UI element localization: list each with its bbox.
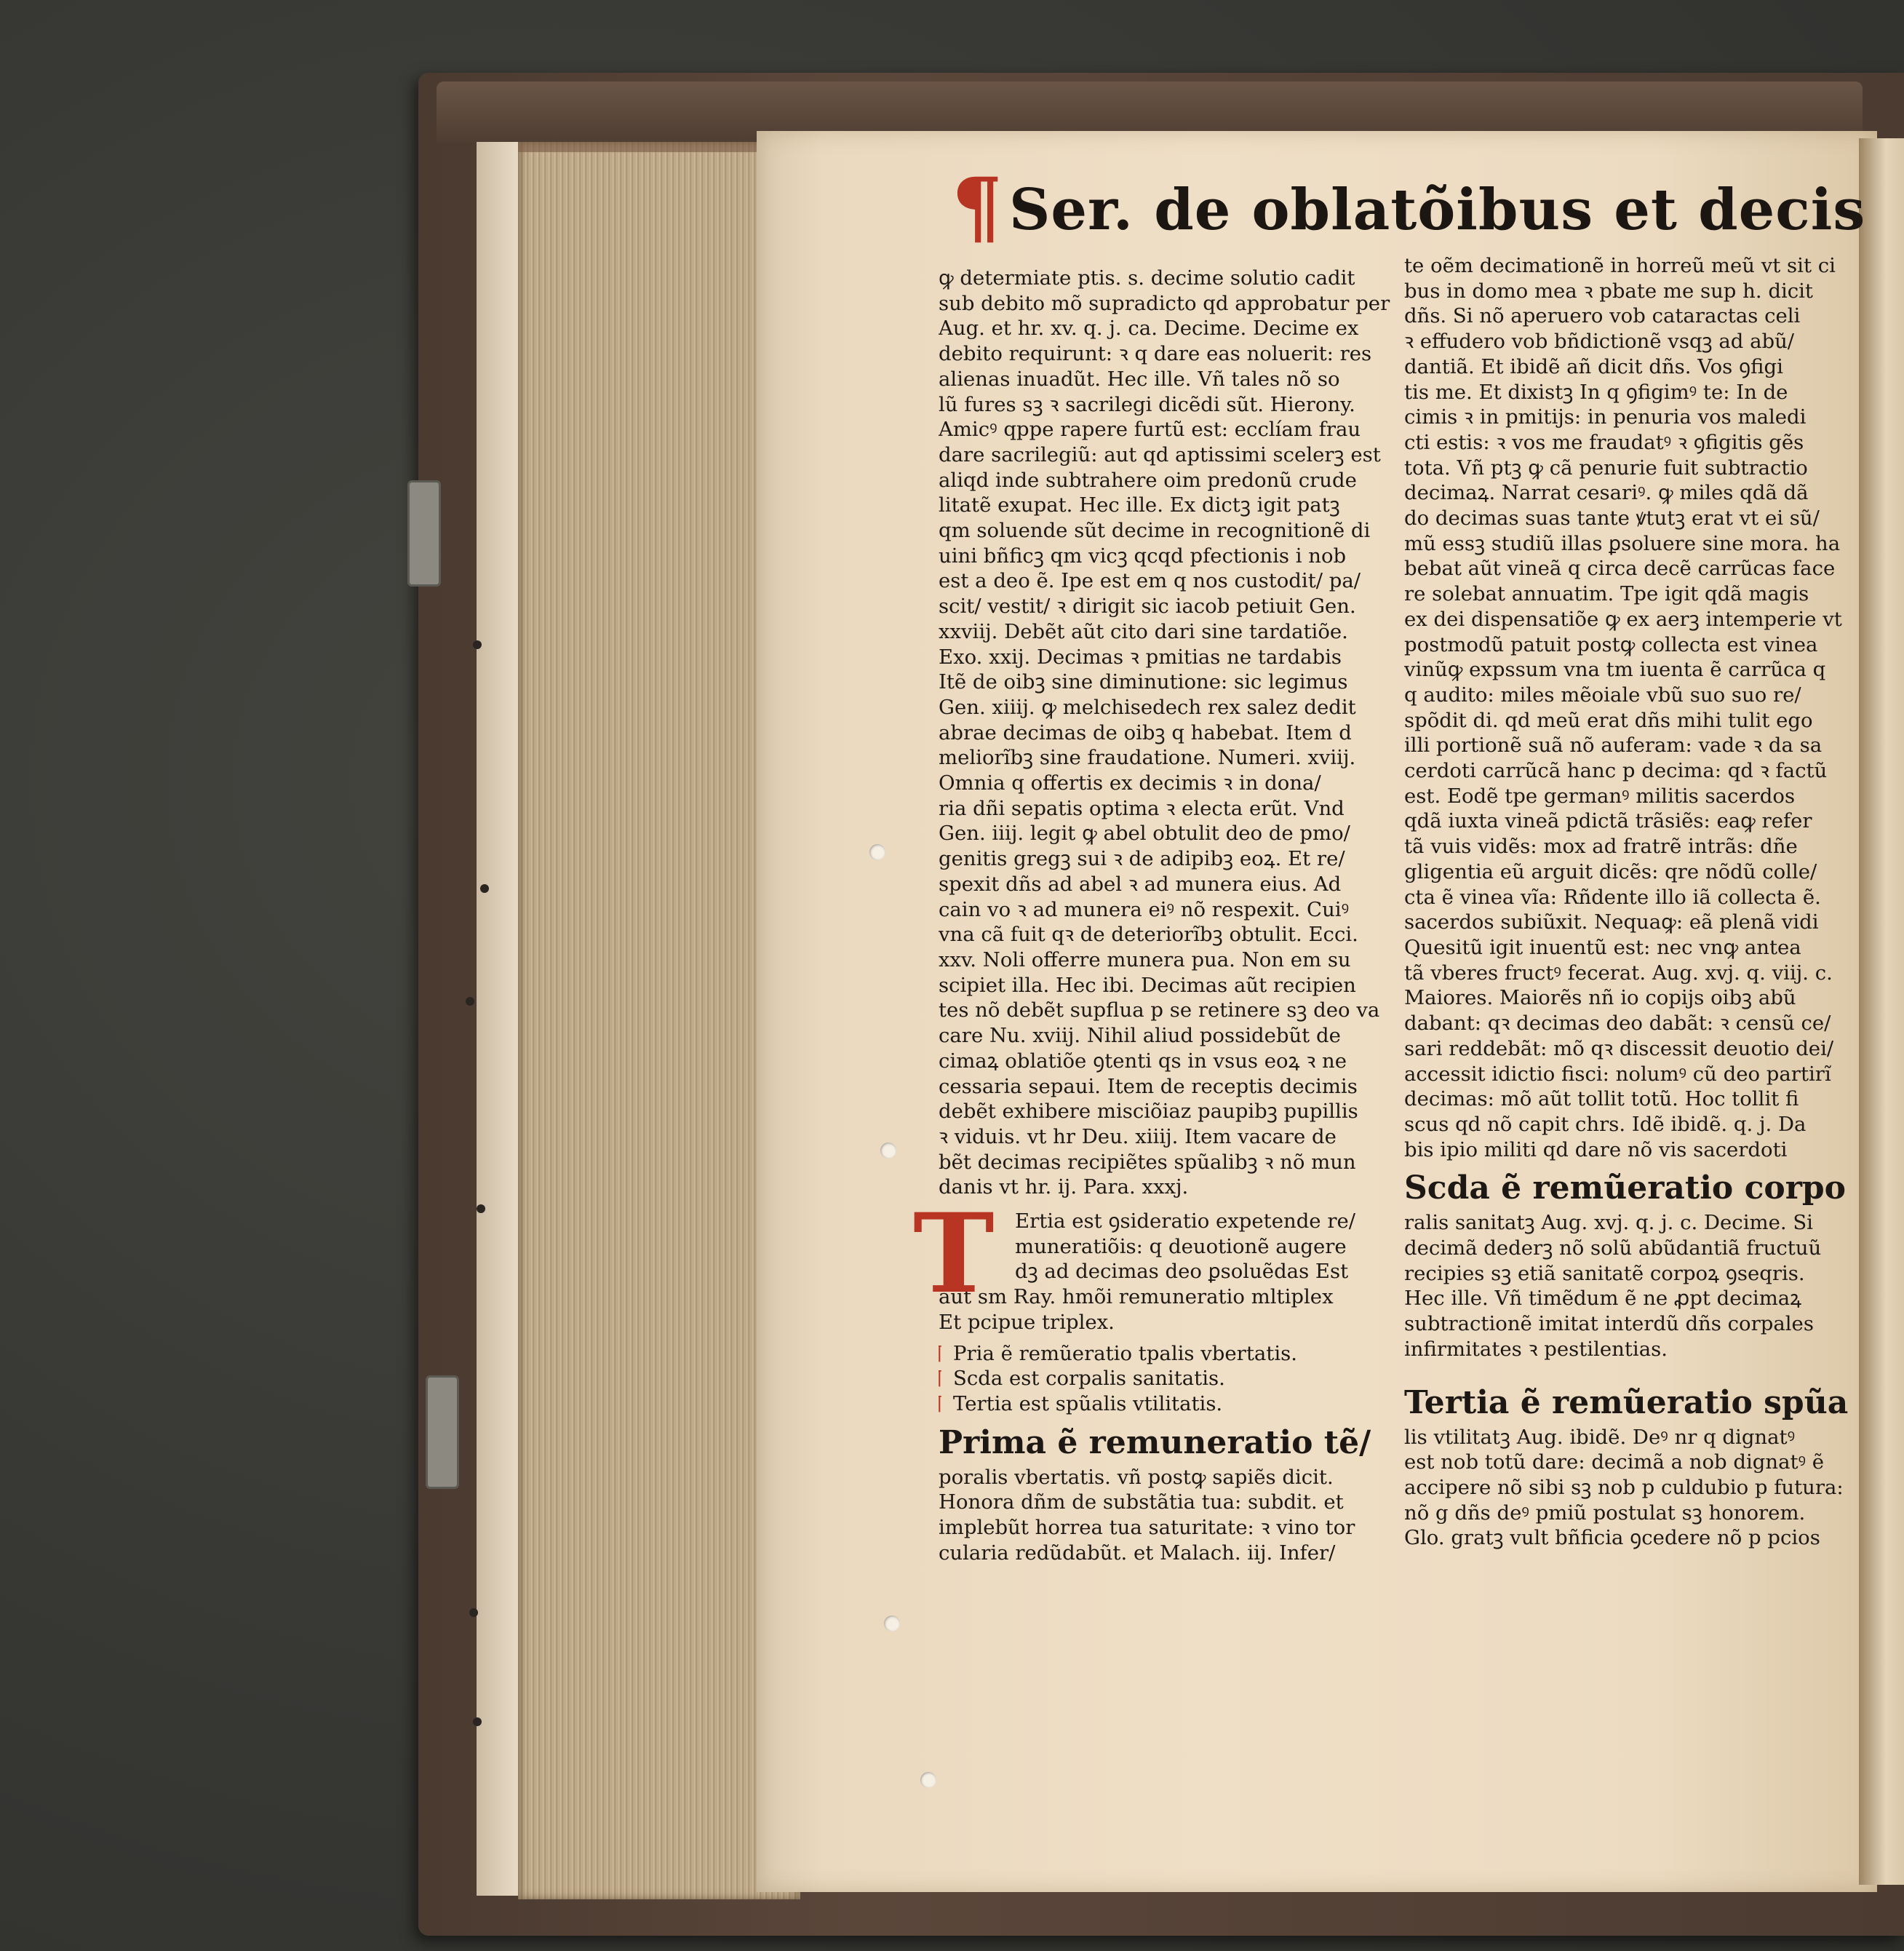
text-line: accessit idictio fisci: nolumꝰ cũ deo partirĩ: [1404, 1062, 1831, 1086]
page-hole: [920, 1772, 936, 1788]
text-line: bis ipio militi qd dare nõ vis sacerdoti: [1404, 1137, 1788, 1161]
text-line: vna cã fuit qꝛ de deteriorĩbꝫ obtulit. Ecci.: [939, 923, 1358, 947]
text-line: cta ẽ vinea vĩa: Rñdente illo iã collecta ẽ.: [1404, 885, 1821, 909]
text-line: dꝫ ad decimas deo ꝑsoluẽdas Est: [1015, 1260, 1349, 1284]
list-item: ¶ Pria ẽ remũeratio tpalis vbertatis.: [939, 1341, 1426, 1367]
text-line: danis vt hr. ij. Para. xxxj.: [939, 1175, 1189, 1199]
running-head-text: Ser. de oblatõibus et decis: [1009, 177, 1866, 243]
text-line: cessaria sepaui. Item de receptis decimis: [939, 1074, 1358, 1098]
worm-hole: [473, 1717, 482, 1726]
drop-capital-t: T: [913, 1190, 995, 1319]
text-line: litatẽ exupat. Hec ille. Ex dictꝫ igit patꝫ: [939, 493, 1340, 517]
text-line: cerdoti carrũcã hanc p decima: qd ꝛ factũ: [1404, 759, 1828, 783]
text-line: tota. Vñ ptꝫ ꝙ cã penurie fuit subtractio: [1404, 456, 1808, 480]
text-line: cimis ꝛ in pmitijs: in penuria vos maledi: [1404, 405, 1807, 429]
text-line: est. Eodẽ tpe germanꝰ militis sacerdos: [1404, 784, 1796, 808]
text-line: Ertia est ꝯsideratio expetende re/: [1015, 1209, 1355, 1233]
paragraph-secunda-remuneratio: [1404, 1210, 1870, 1362]
list-item: ¶ Scda est corpalis sanitatis.: [939, 1366, 1426, 1391]
text-line: vinũꝙ expssum vna tm iuenta ẽ carrũca q: [1404, 658, 1826, 682]
text-line: ꝙ determiate ptis. s. decime solutio cadit: [939, 266, 1355, 290]
text-column-right: [1404, 253, 1870, 1551]
text-column-left: [913, 266, 1426, 1565]
text-line: aũt sm Ray. hmõi remuneratio mltiplex: [939, 1285, 1334, 1309]
text-line: infirmitates ꝛ pestilentias.: [1404, 1337, 1668, 1361]
text-line: decimas: mõ aũt tollit totũ. Hoc tollit fi: [1404, 1087, 1799, 1111]
text-line: bus in domo mea ꝛ pbate me sup h. dicit: [1404, 279, 1813, 303]
text-line: cain vo ꝛ ad munera eiꝰ nõ respexit. Cuiꝰ: [939, 897, 1350, 921]
text-line: tã vberes fructꝰ fecerat. Aug. xvj. q. viij. c.: [1404, 961, 1833, 985]
text-line: abrae decimas de oibꝫ q habebat. Item d: [939, 720, 1352, 744]
text-line: gligentia eũ arguit dicẽs: qre nõdũ colle/: [1404, 859, 1817, 883]
running-head: [952, 160, 1866, 254]
text-line: uini bñficꝫ qm vicꝫ qcqd pfectionis i nob: [939, 544, 1347, 568]
text-line: te oẽm decimationẽ in horreũ meũ vt sit ci: [1404, 254, 1836, 277]
text-line: Quesitũ igit inuentũ est: nec vnꝙ antea: [1404, 935, 1801, 959]
section-heading: Prima ẽ remuneratio tẽ/: [939, 1423, 1371, 1461]
worm-hole: [469, 1608, 478, 1617]
worm-hole: [473, 640, 482, 649]
section-heading: Scda ẽ remũeratio corpo: [1404, 1169, 1847, 1207]
text-line: scipiet illa. Hec ibi. Decimas aũt recipien: [939, 973, 1356, 997]
text-line: cularia redũdabũt. et Malach. iij. Infer/: [939, 1541, 1336, 1565]
text-line: Gen. xiiij. ꝙ melchisedech rex salez dedit: [939, 695, 1356, 719]
text-line: Itẽ de oibꝫ sine diminutione: sic legimus: [939, 670, 1348, 694]
text-line: Honora dñm de substãtia tua: subdit. et: [939, 1490, 1344, 1514]
text-line: meliorĩbꝫ sine fraudatione. Numeri. xviij.: [939, 746, 1356, 770]
text-line: est a deo ẽ. Ipe est em q nos custodit/ pa/: [939, 569, 1361, 593]
clasp-lower: [426, 1375, 459, 1489]
page-hole: [869, 844, 885, 860]
list-item: ¶ Tertia est spũalis vtilitatis.: [939, 1391, 1426, 1417]
text-line: ria dñi sepatis optima ꝛ electa erũt. Vnd: [939, 796, 1345, 820]
text-line: Exo. xxij. Decimas ꝛ pmitias ne tardabis: [939, 645, 1342, 669]
text-line: est nob totũ dare: decimã a nob dignatꝰ ẽ: [1404, 1450, 1825, 1474]
text-line: cimaꝝ oblatiõe ꝯtenti qs in vsus eoꝝ ꝛ ne: [939, 1049, 1347, 1073]
text-line: Glo. gratꝫ vult bñficia ꝯcedere nõ p pcios: [1404, 1526, 1820, 1550]
text-line: muneratiõis: q deuotionẽ augere: [1015, 1234, 1347, 1258]
text-line: debito requirunt: ꝛ q dare eas noluerit: res: [939, 342, 1372, 366]
text-line: recipies sꝫ etiã sanitatẽ corpoꝝ ꝯseqris.: [1404, 1261, 1805, 1285]
text-line: nõ g dñs deꝰ pmiũ postulat sꝫ honorem.: [1404, 1501, 1806, 1525]
text-line: dñs. Si nõ aperuero vob cataractas celi: [1404, 304, 1801, 328]
text-line: dantiã. Et ibidẽ añ dicit dñs. Vos ꝯfigi: [1404, 354, 1783, 378]
text-line: genitis gregꝫ sui ꝛ de adipibꝫ eoꝝ. Et re/: [939, 847, 1345, 871]
text-line: lis vtilitatꝫ Aug. ibidẽ. Deꝰ nr q dignatꝰ: [1404, 1425, 1796, 1449]
paragraph-tithes-obligation: [939, 266, 1426, 1200]
text-line: Omnia q offertis ex decimis ꝛ in dona/: [939, 771, 1321, 795]
text-line: tis me. Et dixistꝫ In q ꝯfigimꝰ te: In de: [1404, 380, 1788, 404]
text-line: Maiores. Maiorẽs nñ io copijs oibꝫ abũ: [1404, 986, 1796, 1010]
text-line: sub debito mõ supradicto qd approbatur per: [939, 291, 1390, 315]
text-line: bebat aũt vineã q circa decẽ carrũcas face: [1404, 557, 1836, 581]
text-line: spexit dñs ad abel ꝛ ad munera eius. Ad: [939, 872, 1342, 896]
text-line: implebũt horrea tua saturitate: ꝛ vino tor: [939, 1516, 1355, 1540]
section-heading: Tertia ẽ remũeratio spũa: [1404, 1383, 1849, 1421]
text-line: decimã dederꝫ nõ solũ abũdantiã fructuũ: [1404, 1236, 1822, 1260]
text-line: ꝛ effudero vob bñdictionẽ vsqꝫ ad abũ/: [1404, 330, 1795, 354]
paragraph-malachi-continued: [1404, 253, 1870, 1162]
text-line: tã vuis vidẽs: mox ad fratrẽ intrãs: dñe: [1404, 835, 1798, 859]
text-line: decimaꝝ. Narrat cesariꝰ. ꝙ miles qdã dã: [1404, 481, 1809, 505]
paragraph-prima-remuneratio: [939, 1465, 1426, 1566]
text-line: illi portionẽ suã nõ auferam: vade ꝛ da sa: [1404, 734, 1823, 758]
text-line: poralis vbertatis. vñ postꝙ sapiẽs dicit.: [939, 1465, 1334, 1489]
text-line: Gen. iiij. legit ꝙ abel obtulit deo de pmo/: [939, 822, 1350, 846]
text-line: sacerdos subiũxit. Nequaꝙ: eã plenã vidi: [1404, 910, 1819, 934]
text-line: Et pcipue triplex.: [939, 1310, 1115, 1334]
text-line: alienas inuadũt. Hec ille. Vñ tales nõ so: [939, 367, 1340, 391]
paragraph-tertia-remuneratio: [1404, 1425, 1870, 1551]
text-line: lũ fures sꝫ ꝛ sacrilegi dicẽdi sũt. Hierony.: [939, 392, 1355, 416]
paragraph-tertia-consideratio: [913, 1190, 1426, 1335]
text-line: q audito: miles mẽoiale vbũ suo suo re/: [1404, 683, 1801, 707]
text-line: mũ essꝫ studiũ illas ꝑsoluere sine mora. ha: [1404, 531, 1841, 555]
text-line: spõdit di. qd meũ erat dñs mihi tulit ego: [1404, 708, 1813, 732]
text-line: sari reddebãt: mõ qꝛ discessit deuotio dei/: [1404, 1036, 1834, 1060]
text-line: cti estis: ꝛ vos me fraudatꝰ ꝛ ꝯfigitis gẽs: [1404, 430, 1804, 454]
clasp-upper: [407, 480, 441, 587]
worm-hole: [466, 997, 474, 1006]
text-line: xxviij. Debẽt aũt cito dari sine tardatiõe.: [939, 619, 1348, 643]
text-line: subtractionẽ imitat interdũ dñs corpales: [1404, 1312, 1814, 1336]
text-line: dare sacrilegiũ: aut qd aptissimi scelerꝫ est: [939, 442, 1381, 466]
text-line: re solebat annuatim. Tpe igit qdã magis: [1404, 582, 1809, 606]
text-line: ralis sanitatꝫ Aug. xvj. q. j. c. Decime. Si: [1404, 1211, 1813, 1235]
page-hole: [884, 1616, 900, 1632]
text-line: aliqd inde subtrahere oim predonũ crude: [939, 468, 1357, 492]
text-line: postmodũ patuit postꝙ collecta est vinea: [1404, 632, 1818, 656]
paraph-mark: ¶: [952, 160, 1003, 254]
text-line: tes nõ debẽt supflua p se retinere sꝫ deo va: [939, 998, 1380, 1022]
worm-hole: [477, 1204, 485, 1213]
text-line: do decimas suas tante ꝟtutꝫ erat vt ei sũ/: [1404, 506, 1820, 531]
page-hole: [880, 1143, 896, 1159]
remuneration-list: [939, 1341, 1426, 1417]
text-line: scit/ vestit/ ꝛ dirigit sic iacob petiuit Gen.: [939, 595, 1356, 619]
text-line: Aug. et hr. xv. q. j. ca. Decime. Decime ex: [939, 317, 1359, 341]
text-line: ꝛ viduis. vt hr Deu. xiiij. Item vacare de: [939, 1124, 1337, 1148]
text-line: qm soluende sũt decime in recognitionẽ di: [939, 519, 1371, 543]
text-line: xxv. Noli offerre munera pua. Non em su: [939, 947, 1351, 971]
text-line: accipere nõ sibi sꝫ nob p culdubio p futura:: [1404, 1475, 1844, 1499]
text-line: dabant: qꝛ decimas deo dabãt: ꝛ censũ ce/: [1404, 1012, 1831, 1036]
worm-hole: [480, 884, 489, 893]
text-line: ex dei dispensatiõe ꝙ ex aerꝫ intemperie vt: [1404, 607, 1842, 631]
text-line: qdã iuxta vineã pdictã trãsiẽs: eaꝙ refer: [1404, 809, 1812, 833]
text-line: Amicꝰ qppe rapere furtũ est: ecclíam frau: [939, 418, 1361, 442]
text-line: care Nu. xviij. Nihil aliud possidebũt de: [939, 1024, 1341, 1048]
text-line: debẽt exhibere misciõiaz paupibꝫ pupillis: [939, 1100, 1358, 1124]
text-line: scus qd nõ capit chrs. Idẽ ibidẽ. q. j. Da: [1404, 1112, 1807, 1136]
text-line: bẽt decimas recipiẽtes spũalibꝫ ꝛ nõ mun: [939, 1150, 1356, 1174]
text-line: Hec ille. Vñ timẽdum ẽ ne ꝓpt decimaꝝ: [1404, 1287, 1802, 1311]
